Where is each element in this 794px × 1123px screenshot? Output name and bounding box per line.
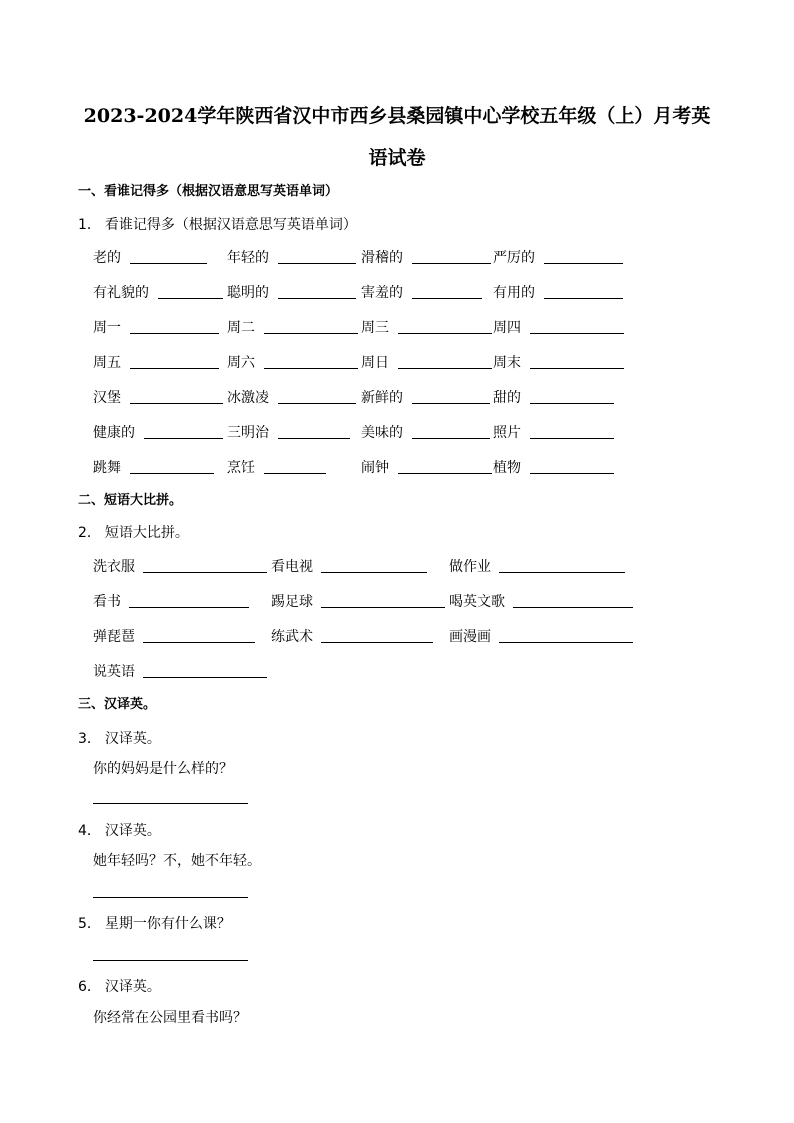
answer-blank[interactable] bbox=[412, 438, 490, 439]
question-number: 2． bbox=[78, 525, 101, 541]
word-label: 有礼貌的 bbox=[93, 285, 149, 301]
word-label: 老的 bbox=[93, 250, 121, 266]
word-label: 周二 bbox=[227, 320, 255, 336]
answer-blank[interactable] bbox=[158, 298, 223, 299]
answer-blank[interactable] bbox=[264, 368, 358, 369]
phrase-row bbox=[93, 592, 653, 614]
section1-heading: 一、看谁记得多（根据汉语意思写英语单词） bbox=[78, 184, 339, 199]
word-row bbox=[93, 283, 653, 305]
answer-blank[interactable] bbox=[130, 403, 223, 404]
question-4-prompt: 她年轻吗？不，她不年轻。 bbox=[93, 853, 261, 869]
word-row bbox=[93, 248, 653, 270]
word-label: 周六 bbox=[227, 355, 255, 371]
answer-blank[interactable] bbox=[412, 298, 482, 299]
answer-blank[interactable] bbox=[264, 473, 326, 474]
word-label: 冰激凌 bbox=[227, 390, 269, 406]
word-label: 新鲜的 bbox=[361, 390, 403, 406]
phrase-label: 做作业 bbox=[449, 559, 491, 575]
question-4 bbox=[78, 821, 161, 841]
question-3-prompt: 你的妈妈是什么样的？ bbox=[93, 761, 233, 777]
question-4-answer-line[interactable] bbox=[93, 897, 248, 898]
word-label: 年轻的 bbox=[227, 250, 269, 266]
phrase-label: 踢足球 bbox=[271, 594, 313, 610]
answer-blank[interactable] bbox=[143, 642, 255, 643]
word-row bbox=[93, 423, 653, 445]
word-label: 周末 bbox=[493, 355, 521, 371]
answer-blank[interactable] bbox=[530, 403, 614, 404]
question-number: 5． bbox=[78, 916, 101, 932]
answer-blank[interactable] bbox=[412, 403, 490, 404]
word-label: 滑稽的 bbox=[361, 250, 403, 266]
question-2 bbox=[78, 523, 189, 543]
answer-blank[interactable] bbox=[278, 298, 356, 299]
question-number: 1． bbox=[78, 217, 101, 233]
question-3 bbox=[78, 729, 161, 749]
question-text: 短语大比拼。 bbox=[104, 525, 189, 541]
question-text: 汉译英。 bbox=[104, 979, 161, 995]
question-6 bbox=[78, 977, 161, 997]
question-text: 星期一你有什么课？ bbox=[104, 916, 231, 932]
word-row bbox=[93, 388, 653, 410]
answer-blank[interactable] bbox=[321, 642, 433, 643]
answer-blank[interactable] bbox=[130, 368, 219, 369]
word-label: 周日 bbox=[361, 355, 389, 371]
section3-heading: 三、汉译英。 bbox=[78, 697, 157, 712]
exam-title-line1: 2023-2024学年陕西省汉中市西乡县桑园镇中心学校五年级（上）月考英 bbox=[83, 105, 711, 127]
answer-blank[interactable] bbox=[130, 473, 214, 474]
phrase-label: 弹琵琶 bbox=[93, 629, 135, 645]
word-label: 美味的 bbox=[361, 425, 403, 441]
question-5 bbox=[78, 914, 231, 934]
word-row bbox=[93, 458, 653, 480]
phrase-label: 喝英文歌 bbox=[449, 594, 505, 610]
question-text: 汉译英。 bbox=[104, 731, 161, 747]
word-label: 跳舞 bbox=[93, 460, 121, 476]
word-label: 甜的 bbox=[493, 390, 521, 406]
answer-blank[interactable] bbox=[278, 403, 356, 404]
word-row bbox=[93, 353, 653, 375]
question-number: 3． bbox=[78, 731, 101, 747]
answer-blank[interactable] bbox=[412, 263, 491, 264]
answer-blank[interactable] bbox=[129, 607, 249, 608]
answer-blank[interactable] bbox=[530, 438, 614, 439]
question-number: 4． bbox=[78, 823, 101, 839]
answer-blank[interactable] bbox=[321, 572, 427, 573]
answer-blank[interactable] bbox=[130, 333, 219, 334]
word-label: 严厉的 bbox=[493, 250, 535, 266]
word-label: 烹饪 bbox=[227, 460, 255, 476]
word-label: 植物 bbox=[493, 460, 521, 476]
phrase-label: 练武术 bbox=[271, 629, 313, 645]
answer-blank[interactable] bbox=[398, 473, 492, 474]
answer-blank[interactable] bbox=[530, 473, 614, 474]
word-label: 健康的 bbox=[93, 425, 135, 441]
question-5-answer-line[interactable] bbox=[93, 960, 248, 961]
word-label: 周三 bbox=[361, 320, 389, 336]
word-label: 照片 bbox=[493, 425, 521, 441]
answer-blank[interactable] bbox=[398, 368, 492, 369]
answer-blank[interactable] bbox=[130, 263, 207, 264]
phrase-label: 看书 bbox=[93, 594, 121, 610]
answer-blank[interactable] bbox=[398, 333, 492, 334]
answer-blank[interactable] bbox=[513, 607, 633, 608]
word-label: 周五 bbox=[93, 355, 121, 371]
question-6-prompt: 你经常在公园里看书吗？ bbox=[93, 1010, 247, 1026]
exam-title-line2: 语试卷 bbox=[368, 147, 426, 169]
answer-blank[interactable] bbox=[530, 333, 624, 334]
answer-blank[interactable] bbox=[499, 572, 625, 573]
answer-blank[interactable] bbox=[278, 263, 356, 264]
answer-blank[interactable] bbox=[321, 607, 445, 608]
word-label: 有用的 bbox=[493, 285, 535, 301]
answer-blank[interactable] bbox=[144, 438, 223, 439]
answer-blank[interactable] bbox=[544, 298, 623, 299]
question-text: 汉译英。 bbox=[104, 823, 161, 839]
phrase-row bbox=[93, 662, 653, 684]
question-3-answer-line[interactable] bbox=[93, 803, 248, 804]
question-1 bbox=[78, 215, 357, 235]
phrase-row bbox=[93, 627, 653, 649]
phrase-label: 画漫画 bbox=[449, 629, 491, 645]
word-label: 闹钟 bbox=[361, 460, 389, 476]
phrase-row bbox=[93, 557, 653, 579]
answer-blank[interactable] bbox=[278, 438, 350, 439]
question-number: 6． bbox=[78, 979, 101, 995]
word-label: 周一 bbox=[93, 320, 121, 336]
phrase-label: 洗衣服 bbox=[93, 559, 135, 575]
answer-blank[interactable] bbox=[544, 263, 623, 264]
section2-heading: 二、短语大比拼。 bbox=[78, 493, 183, 508]
answer-blank[interactable] bbox=[143, 572, 267, 573]
word-label: 害羞的 bbox=[361, 285, 403, 301]
phrase-label: 看电视 bbox=[271, 559, 313, 575]
question-text: 看谁记得多（根据汉语意思写英语单词） bbox=[104, 217, 357, 233]
word-label: 周四 bbox=[493, 320, 521, 336]
word-label: 汉堡 bbox=[93, 390, 121, 406]
word-row bbox=[93, 318, 653, 340]
phrase-label: 说英语 bbox=[93, 664, 135, 680]
word-label: 聪明的 bbox=[227, 285, 269, 301]
answer-blank[interactable] bbox=[143, 677, 267, 678]
answer-blank[interactable] bbox=[264, 333, 358, 334]
word-label: 三明治 bbox=[227, 425, 269, 441]
answer-blank[interactable] bbox=[499, 642, 633, 643]
answer-blank[interactable] bbox=[530, 368, 624, 369]
